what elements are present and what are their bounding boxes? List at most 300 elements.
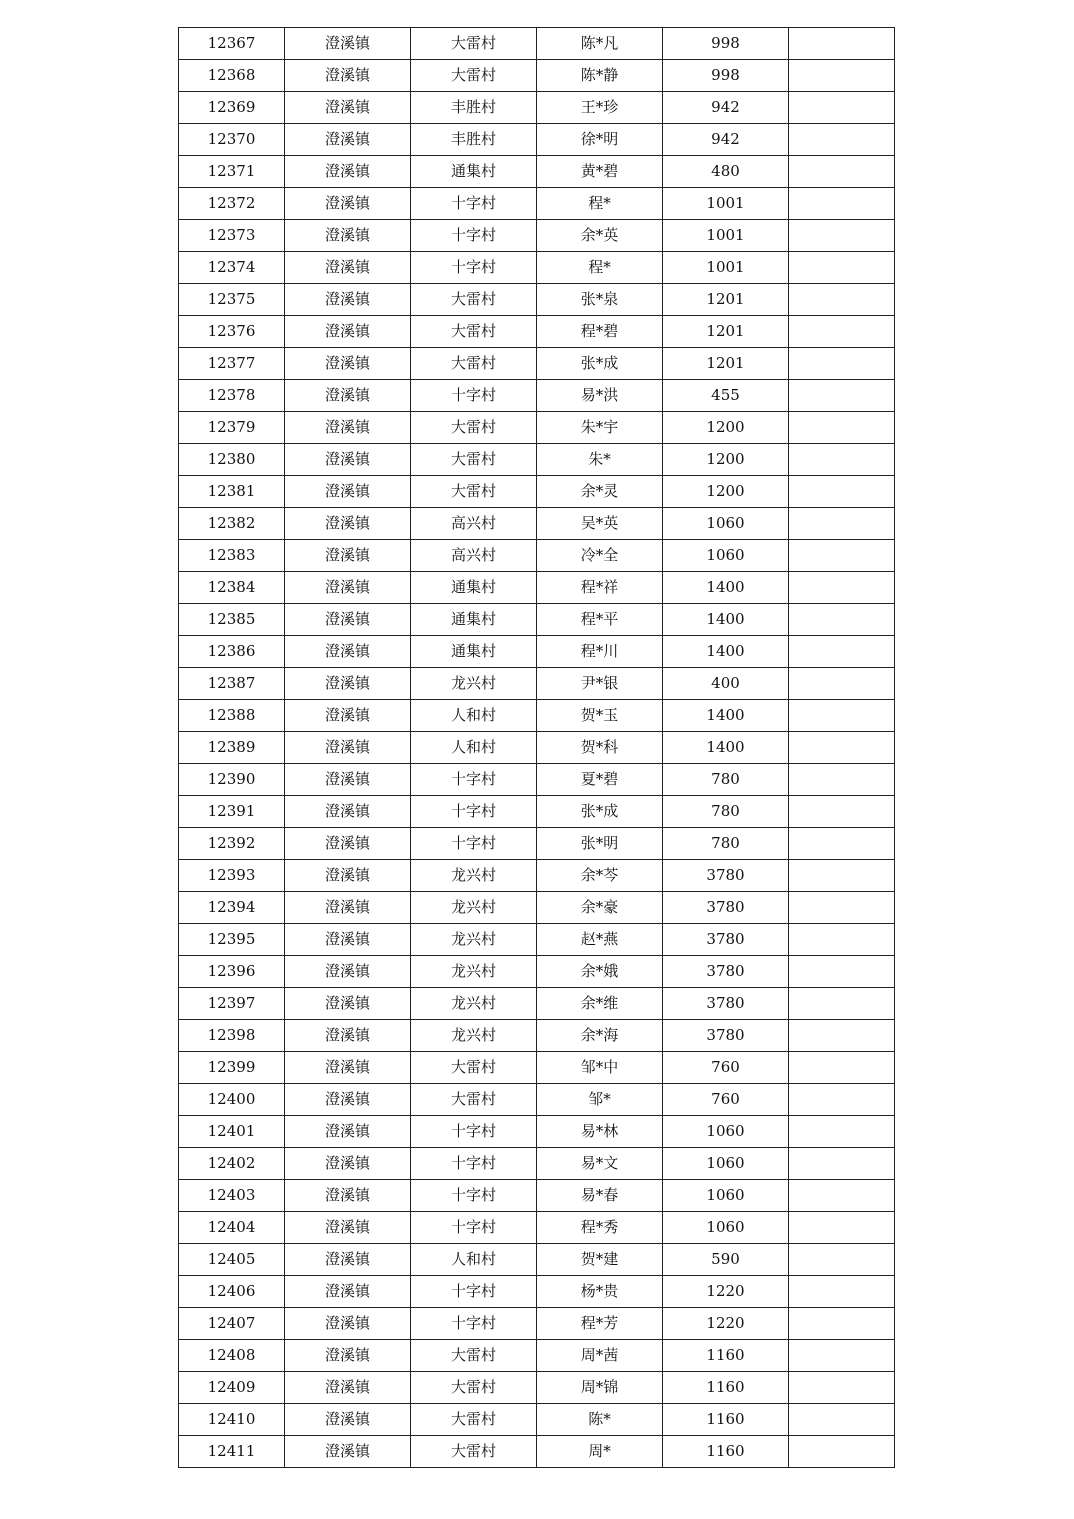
- row-id-cell: 12377: [179, 348, 285, 380]
- town-cell: 澄溪镇: [285, 860, 411, 892]
- name-cell: 程*: [537, 188, 663, 220]
- table-row: [179, 604, 895, 636]
- amount-cell: 480: [663, 156, 789, 188]
- town-cell: 澄溪镇: [285, 412, 411, 444]
- note-cell: [789, 540, 895, 572]
- note-cell: [789, 1148, 895, 1180]
- table-row: [179, 956, 895, 988]
- row-id-cell: 12401: [179, 1116, 285, 1148]
- row-id-cell: 12406: [179, 1276, 285, 1308]
- town-cell: 澄溪镇: [285, 476, 411, 508]
- row-id-cell: 12411: [179, 1436, 285, 1468]
- table-row: [179, 156, 895, 188]
- row-id-cell: 12367: [179, 28, 285, 60]
- town-cell: 澄溪镇: [285, 1404, 411, 1436]
- table-row: [179, 444, 895, 476]
- village-cell: 大雷村: [411, 1340, 537, 1372]
- name-cell: 周*: [537, 1436, 663, 1468]
- note-cell: [789, 284, 895, 316]
- village-cell: 十字村: [411, 380, 537, 412]
- amount-cell: 1060: [663, 508, 789, 540]
- name-cell: 程*平: [537, 604, 663, 636]
- town-cell: 澄溪镇: [285, 92, 411, 124]
- town-cell: 澄溪镇: [285, 764, 411, 796]
- table-row: [179, 28, 895, 60]
- note-cell: [789, 1404, 895, 1436]
- name-cell: 张*成: [537, 796, 663, 828]
- note-cell: [789, 124, 895, 156]
- amount-cell: 1400: [663, 636, 789, 668]
- note-cell: [789, 764, 895, 796]
- table-row: [179, 92, 895, 124]
- row-id-cell: 12380: [179, 444, 285, 476]
- table-row: [179, 668, 895, 700]
- town-cell: 澄溪镇: [285, 572, 411, 604]
- town-cell: 澄溪镇: [285, 316, 411, 348]
- note-cell: [789, 348, 895, 380]
- amount-cell: 1201: [663, 348, 789, 380]
- table-row: [179, 1244, 895, 1276]
- note-cell: [789, 1084, 895, 1116]
- village-cell: 人和村: [411, 732, 537, 764]
- town-cell: 澄溪镇: [285, 1276, 411, 1308]
- name-cell: 易*林: [537, 1116, 663, 1148]
- village-cell: 龙兴村: [411, 892, 537, 924]
- table-row: [179, 732, 895, 764]
- row-id-cell: 12398: [179, 1020, 285, 1052]
- amount-cell: 3780: [663, 956, 789, 988]
- village-cell: 龙兴村: [411, 988, 537, 1020]
- row-id-cell: 12370: [179, 124, 285, 156]
- town-cell: 澄溪镇: [285, 252, 411, 284]
- town-cell: 澄溪镇: [285, 604, 411, 636]
- name-cell: 余*灵: [537, 476, 663, 508]
- note-cell: [789, 252, 895, 284]
- name-cell: 余*英: [537, 220, 663, 252]
- note-cell: [789, 156, 895, 188]
- table-row: [179, 764, 895, 796]
- row-id-cell: 12379: [179, 412, 285, 444]
- town-cell: 澄溪镇: [285, 1340, 411, 1372]
- row-id-cell: 12404: [179, 1212, 285, 1244]
- town-cell: 澄溪镇: [285, 700, 411, 732]
- name-cell: 杨*贵: [537, 1276, 663, 1308]
- table-row: [179, 700, 895, 732]
- village-cell: 大雷村: [411, 348, 537, 380]
- name-cell: 吴*英: [537, 508, 663, 540]
- village-cell: 大雷村: [411, 412, 537, 444]
- data-table: [178, 27, 895, 1468]
- town-cell: 澄溪镇: [285, 220, 411, 252]
- table-row: [179, 1116, 895, 1148]
- row-id-cell: 12402: [179, 1148, 285, 1180]
- amount-cell: 1060: [663, 1180, 789, 1212]
- name-cell: 易*春: [537, 1180, 663, 1212]
- town-cell: 澄溪镇: [285, 1436, 411, 1468]
- village-cell: 龙兴村: [411, 924, 537, 956]
- village-cell: 通集村: [411, 604, 537, 636]
- note-cell: [789, 892, 895, 924]
- village-cell: 龙兴村: [411, 860, 537, 892]
- note-cell: [789, 188, 895, 220]
- name-cell: 邹*中: [537, 1052, 663, 1084]
- amount-cell: 1160: [663, 1340, 789, 1372]
- amount-cell: 942: [663, 124, 789, 156]
- amount-cell: 780: [663, 796, 789, 828]
- village-cell: 十字村: [411, 1276, 537, 1308]
- village-cell: 大雷村: [411, 60, 537, 92]
- table-row: [179, 1148, 895, 1180]
- row-id-cell: 12382: [179, 508, 285, 540]
- name-cell: 程*碧: [537, 316, 663, 348]
- amount-cell: 1400: [663, 700, 789, 732]
- table-row: [179, 1212, 895, 1244]
- village-cell: 十字村: [411, 220, 537, 252]
- town-cell: 澄溪镇: [285, 444, 411, 476]
- table-row: [179, 188, 895, 220]
- table-row: [179, 540, 895, 572]
- village-cell: 通集村: [411, 572, 537, 604]
- table-row: [179, 1372, 895, 1404]
- town-cell: 澄溪镇: [285, 956, 411, 988]
- table-row: [179, 252, 895, 284]
- note-cell: [789, 380, 895, 412]
- note-cell: [789, 924, 895, 956]
- amount-cell: 1060: [663, 1148, 789, 1180]
- town-cell: 澄溪镇: [285, 1084, 411, 1116]
- village-cell: 大雷村: [411, 476, 537, 508]
- town-cell: 澄溪镇: [285, 380, 411, 412]
- amount-cell: 455: [663, 380, 789, 412]
- town-cell: 澄溪镇: [285, 1372, 411, 1404]
- name-cell: 程*川: [537, 636, 663, 668]
- village-cell: 丰胜村: [411, 124, 537, 156]
- name-cell: 易*洪: [537, 380, 663, 412]
- note-cell: [789, 1180, 895, 1212]
- table-row: [179, 412, 895, 444]
- amount-cell: 3780: [663, 1020, 789, 1052]
- table-row: [179, 924, 895, 956]
- note-cell: [789, 28, 895, 60]
- amount-cell: 1001: [663, 252, 789, 284]
- row-id-cell: 12387: [179, 668, 285, 700]
- town-cell: 澄溪镇: [285, 636, 411, 668]
- village-cell: 大雷村: [411, 1052, 537, 1084]
- amount-cell: 1060: [663, 1212, 789, 1244]
- town-cell: 澄溪镇: [285, 1052, 411, 1084]
- town-cell: 澄溪镇: [285, 668, 411, 700]
- town-cell: 澄溪镇: [285, 1244, 411, 1276]
- village-cell: 龙兴村: [411, 668, 537, 700]
- village-cell: 人和村: [411, 1244, 537, 1276]
- name-cell: 余*娥: [537, 956, 663, 988]
- amount-cell: 3780: [663, 892, 789, 924]
- note-cell: [789, 1212, 895, 1244]
- name-cell: 陈*凡: [537, 28, 663, 60]
- row-id-cell: 12376: [179, 316, 285, 348]
- row-id-cell: 12371: [179, 156, 285, 188]
- village-cell: 高兴村: [411, 540, 537, 572]
- table-row: [179, 988, 895, 1020]
- note-cell: [789, 700, 895, 732]
- village-cell: 十字村: [411, 828, 537, 860]
- row-id-cell: 12393: [179, 860, 285, 892]
- name-cell: 余*海: [537, 1020, 663, 1052]
- note-cell: [789, 1340, 895, 1372]
- village-cell: 大雷村: [411, 28, 537, 60]
- amount-cell: 590: [663, 1244, 789, 1276]
- amount-cell: 1160: [663, 1404, 789, 1436]
- amount-cell: 3780: [663, 924, 789, 956]
- row-id-cell: 12397: [179, 988, 285, 1020]
- town-cell: 澄溪镇: [285, 828, 411, 860]
- name-cell: 徐*明: [537, 124, 663, 156]
- note-cell: [789, 1276, 895, 1308]
- note-cell: [789, 1052, 895, 1084]
- village-cell: 大雷村: [411, 1436, 537, 1468]
- village-cell: 通集村: [411, 156, 537, 188]
- amount-cell: 942: [663, 92, 789, 124]
- table-body: [179, 28, 895, 1468]
- table-row: [179, 316, 895, 348]
- row-id-cell: 12403: [179, 1180, 285, 1212]
- name-cell: 张*成: [537, 348, 663, 380]
- table-row: [179, 796, 895, 828]
- note-cell: [789, 220, 895, 252]
- village-cell: 十字村: [411, 796, 537, 828]
- amount-cell: 1160: [663, 1372, 789, 1404]
- row-id-cell: 12405: [179, 1244, 285, 1276]
- name-cell: 邹*: [537, 1084, 663, 1116]
- note-cell: [789, 1436, 895, 1468]
- amount-cell: 1201: [663, 284, 789, 316]
- village-cell: 十字村: [411, 1308, 537, 1340]
- note-cell: [789, 444, 895, 476]
- town-cell: 澄溪镇: [285, 1116, 411, 1148]
- note-cell: [789, 92, 895, 124]
- name-cell: 贺*建: [537, 1244, 663, 1276]
- village-cell: 人和村: [411, 700, 537, 732]
- town-cell: 澄溪镇: [285, 1148, 411, 1180]
- table-row: [179, 1436, 895, 1468]
- amount-cell: 3780: [663, 988, 789, 1020]
- amount-cell: 1200: [663, 412, 789, 444]
- amount-cell: 1220: [663, 1308, 789, 1340]
- table-row: [179, 1180, 895, 1212]
- name-cell: 程*: [537, 252, 663, 284]
- name-cell: 余*芩: [537, 860, 663, 892]
- town-cell: 澄溪镇: [285, 988, 411, 1020]
- name-cell: 冷*全: [537, 540, 663, 572]
- row-id-cell: 12372: [179, 188, 285, 220]
- table-row: [179, 220, 895, 252]
- note-cell: [789, 1244, 895, 1276]
- amount-cell: 1060: [663, 1116, 789, 1148]
- town-cell: 澄溪镇: [285, 284, 411, 316]
- row-id-cell: 12375: [179, 284, 285, 316]
- table-row: [179, 892, 895, 924]
- village-cell: 十字村: [411, 1148, 537, 1180]
- village-cell: 丰胜村: [411, 92, 537, 124]
- village-cell: 高兴村: [411, 508, 537, 540]
- row-id-cell: 12385: [179, 604, 285, 636]
- note-cell: [789, 956, 895, 988]
- town-cell: 澄溪镇: [285, 508, 411, 540]
- table-row: [179, 124, 895, 156]
- table-row: [179, 1340, 895, 1372]
- row-id-cell: 12386: [179, 636, 285, 668]
- note-cell: [789, 636, 895, 668]
- table-row: [179, 572, 895, 604]
- table-row: [179, 60, 895, 92]
- amount-cell: 998: [663, 28, 789, 60]
- row-id-cell: 12392: [179, 828, 285, 860]
- name-cell: 王*珍: [537, 92, 663, 124]
- row-id-cell: 12400: [179, 1084, 285, 1116]
- note-cell: [789, 1020, 895, 1052]
- name-cell: 周*茜: [537, 1340, 663, 1372]
- row-id-cell: 12394: [179, 892, 285, 924]
- note-cell: [789, 316, 895, 348]
- town-cell: 澄溪镇: [285, 60, 411, 92]
- village-cell: 十字村: [411, 1116, 537, 1148]
- table-row: [179, 860, 895, 892]
- amount-cell: 1201: [663, 316, 789, 348]
- row-id-cell: 12409: [179, 1372, 285, 1404]
- amount-cell: 3780: [663, 860, 789, 892]
- amount-cell: 1400: [663, 732, 789, 764]
- village-cell: 大雷村: [411, 1084, 537, 1116]
- row-id-cell: 12410: [179, 1404, 285, 1436]
- table-row: [179, 1404, 895, 1436]
- name-cell: 张*泉: [537, 284, 663, 316]
- town-cell: 澄溪镇: [285, 124, 411, 156]
- table-row: [179, 828, 895, 860]
- row-id-cell: 12395: [179, 924, 285, 956]
- table-row: [179, 380, 895, 412]
- name-cell: 朱*宇: [537, 412, 663, 444]
- town-cell: 澄溪镇: [285, 28, 411, 60]
- amount-cell: 998: [663, 60, 789, 92]
- row-id-cell: 12373: [179, 220, 285, 252]
- village-cell: 十字村: [411, 1180, 537, 1212]
- note-cell: [789, 988, 895, 1020]
- name-cell: 程*芳: [537, 1308, 663, 1340]
- amount-cell: 1400: [663, 572, 789, 604]
- row-id-cell: 12390: [179, 764, 285, 796]
- name-cell: 周*锦: [537, 1372, 663, 1404]
- note-cell: [789, 60, 895, 92]
- note-cell: [789, 1308, 895, 1340]
- amount-cell: 1400: [663, 604, 789, 636]
- table-row: [179, 1052, 895, 1084]
- table-row: [179, 284, 895, 316]
- table-row: [179, 636, 895, 668]
- row-id-cell: 12388: [179, 700, 285, 732]
- town-cell: 澄溪镇: [285, 348, 411, 380]
- table-row: [179, 508, 895, 540]
- town-cell: 澄溪镇: [285, 924, 411, 956]
- name-cell: 余*豪: [537, 892, 663, 924]
- name-cell: 易*文: [537, 1148, 663, 1180]
- row-id-cell: 12391: [179, 796, 285, 828]
- name-cell: 贺*玉: [537, 700, 663, 732]
- village-cell: 大雷村: [411, 316, 537, 348]
- amount-cell: 1001: [663, 188, 789, 220]
- town-cell: 澄溪镇: [285, 732, 411, 764]
- town-cell: 澄溪镇: [285, 796, 411, 828]
- town-cell: 澄溪镇: [285, 156, 411, 188]
- note-cell: [789, 412, 895, 444]
- amount-cell: 1060: [663, 540, 789, 572]
- name-cell: 黄*碧: [537, 156, 663, 188]
- town-cell: 澄溪镇: [285, 1308, 411, 1340]
- town-cell: 澄溪镇: [285, 1180, 411, 1212]
- note-cell: [789, 476, 895, 508]
- name-cell: 张*明: [537, 828, 663, 860]
- row-id-cell: 12407: [179, 1308, 285, 1340]
- row-id-cell: 12396: [179, 956, 285, 988]
- name-cell: 余*维: [537, 988, 663, 1020]
- amount-cell: 760: [663, 1084, 789, 1116]
- village-cell: 大雷村: [411, 284, 537, 316]
- town-cell: 澄溪镇: [285, 892, 411, 924]
- village-cell: 龙兴村: [411, 1020, 537, 1052]
- row-id-cell: 12368: [179, 60, 285, 92]
- village-cell: 十字村: [411, 1212, 537, 1244]
- row-id-cell: 12381: [179, 476, 285, 508]
- amount-cell: 1160: [663, 1436, 789, 1468]
- amount-cell: 1001: [663, 220, 789, 252]
- name-cell: 程*祥: [537, 572, 663, 604]
- town-cell: 澄溪镇: [285, 1212, 411, 1244]
- table-row: [179, 1308, 895, 1340]
- row-id-cell: 12389: [179, 732, 285, 764]
- town-cell: 澄溪镇: [285, 188, 411, 220]
- row-id-cell: 12374: [179, 252, 285, 284]
- row-id-cell: 12408: [179, 1340, 285, 1372]
- note-cell: [789, 604, 895, 636]
- row-id-cell: 12383: [179, 540, 285, 572]
- table-row: [179, 348, 895, 380]
- table-row: [179, 476, 895, 508]
- amount-cell: 1220: [663, 1276, 789, 1308]
- amount-cell: 780: [663, 828, 789, 860]
- name-cell: 陈*: [537, 1404, 663, 1436]
- note-cell: [789, 1372, 895, 1404]
- name-cell: 陈*静: [537, 60, 663, 92]
- table-row: [179, 1084, 895, 1116]
- village-cell: 通集村: [411, 636, 537, 668]
- table-row: [179, 1020, 895, 1052]
- note-cell: [789, 668, 895, 700]
- row-id-cell: 12384: [179, 572, 285, 604]
- town-cell: 澄溪镇: [285, 1020, 411, 1052]
- note-cell: [789, 828, 895, 860]
- village-cell: 十字村: [411, 764, 537, 796]
- name-cell: 夏*碧: [537, 764, 663, 796]
- village-cell: 大雷村: [411, 1404, 537, 1436]
- note-cell: [789, 508, 895, 540]
- amount-cell: 780: [663, 764, 789, 796]
- name-cell: 贺*科: [537, 732, 663, 764]
- row-id-cell: 12378: [179, 380, 285, 412]
- amount-cell: 400: [663, 668, 789, 700]
- note-cell: [789, 1116, 895, 1148]
- village-cell: 大雷村: [411, 1372, 537, 1404]
- row-id-cell: 12369: [179, 92, 285, 124]
- note-cell: [789, 860, 895, 892]
